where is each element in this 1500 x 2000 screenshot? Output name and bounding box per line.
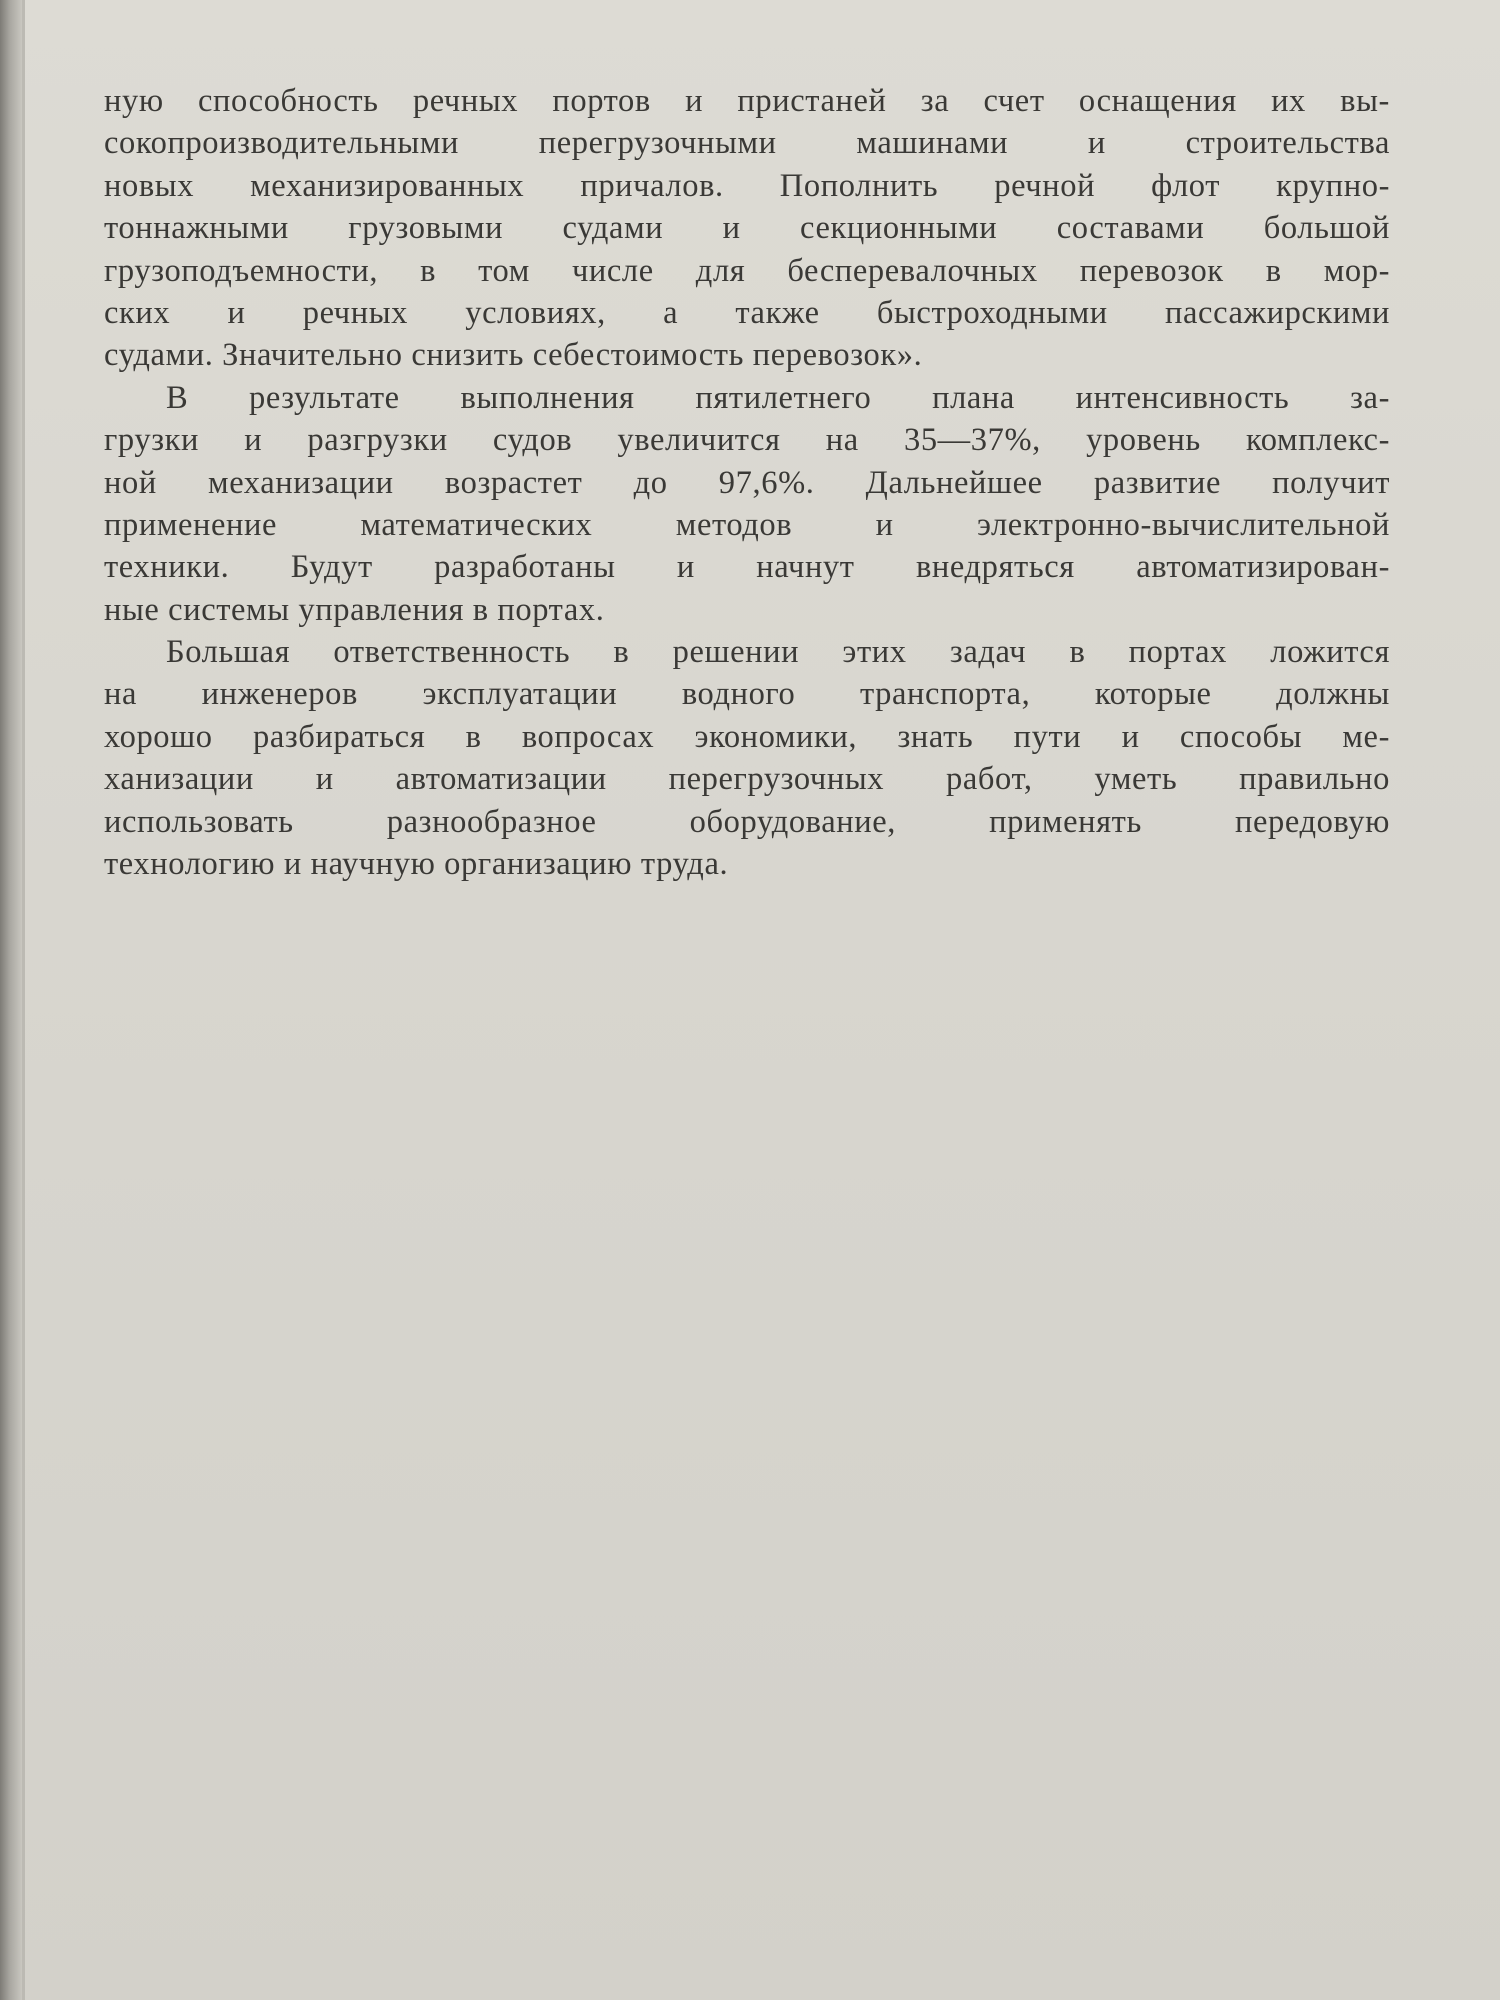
- text-line: применение математических методов и электронно-вычислительной: [104, 506, 1390, 543]
- paragraph-2: [104, 377, 1390, 631]
- text-line: ханизации и автоматизации перегрузочных работ, уметь правильно: [104, 761, 1390, 798]
- text-line: использовать разнообразное оборудование, применять передовую: [104, 803, 1390, 840]
- text-line: грузки и разгрузки судов увеличится на 35—37%, уровень комплекс-: [104, 422, 1390, 459]
- text-line: В результате выполнения пятилетнего плана интенсивность за-: [166, 379, 1390, 416]
- text-line: ной механизации возрастет до 97,6%. Дальнейшее развитие получит: [104, 464, 1390, 501]
- text-line: ских и речных условиях, а также быстроходными пассажирскими: [104, 294, 1390, 331]
- text-line: Большая ответственность в решении этих задач в портах ложится: [166, 634, 1390, 671]
- text-line: судами. Значительно снизить себестоимость перевозок».: [104, 337, 923, 374]
- paragraph-1: [104, 80, 1390, 377]
- page-gutter: [22, 0, 25, 2000]
- text-line: технологию и научную организацию труда.: [104, 846, 729, 883]
- text-line: техники. Будут разработаны и начнут внедряться автоматизирован-: [104, 549, 1390, 586]
- text-line: сокопроизводительными перегрузочными машинами и строительства: [104, 125, 1390, 162]
- text-line: грузоподъемности, в том числе для бесперевалочных перевозок в мор-: [104, 252, 1390, 289]
- text-line: ную способность речных портов и пристаней за счет оснащения их вы-: [104, 83, 1390, 119]
- text-line: тоннажными грузовыми судами и секционными составами большой: [104, 210, 1390, 247]
- body-text: [104, 80, 1390, 885]
- text-line: ные системы управления в портах.: [104, 591, 605, 628]
- paragraph-3: [104, 631, 1390, 885]
- text-line: на инженеров эксплуатации водного транспорта, которые должны: [104, 676, 1390, 713]
- text-line: хорошо разбираться в вопросах экономики, знать пути и способы ме-: [104, 718, 1390, 755]
- text-line: новых механизированных причалов. Пополнить речной флот крупно-: [104, 167, 1390, 204]
- facing-page-edge: [0, 0, 22, 2000]
